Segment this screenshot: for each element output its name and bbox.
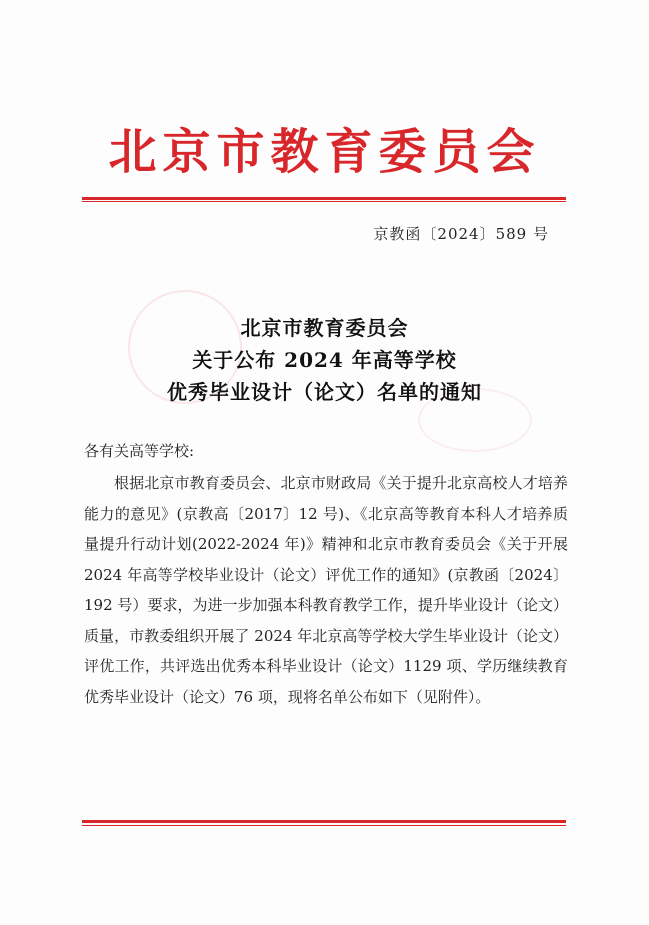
body-paragraph-1: 根据北京市教育委员会、北京市财政局《关于提升北京高校人才培养能力的意见》(京教高〔2017〕12 号)、《北京高等教育本科人才培养质量提升行动计划(2022-2024 年)》精神和北京市教育委员会《关于开展 2024 年高等学校毕业设计（论文）评优工作的通知》(京教函〔2024〕192 号）要求，为进一步加强本科教育教学工作，提升毕业设计（论文）质量，市教委组织开展了 2024 年北京高等学校大学生毕业设计（论文）评优工作，共评选出优秀本科毕业设计（论文）1129 项、学历继续教育优秀毕业设计（论文）76 项，现将名单公布如下（见附件）。: [84, 474, 568, 706]
footer-red-rule-thin: [82, 825, 566, 826]
notice-title-line-3: 优秀毕业设计（论文）名单的通知: [167, 380, 482, 404]
letterhead-red-rule-thin: [82, 201, 566, 202]
salutation: 各有关高等学校:: [84, 442, 195, 460]
notice-body: [84, 468, 568, 712]
letterhead-red-rule: [82, 197, 566, 200]
footer-red-rule: [82, 820, 566, 823]
letterhead-title: 北京市教育委员会: [108, 124, 541, 180]
notice-title-line-1: 北京市教育委员会: [240, 316, 409, 340]
document-number: 京教函〔2024〕589 号: [373, 225, 549, 243]
notice-title-line-2: 关于公布 2024 年高等学校: [192, 348, 457, 372]
